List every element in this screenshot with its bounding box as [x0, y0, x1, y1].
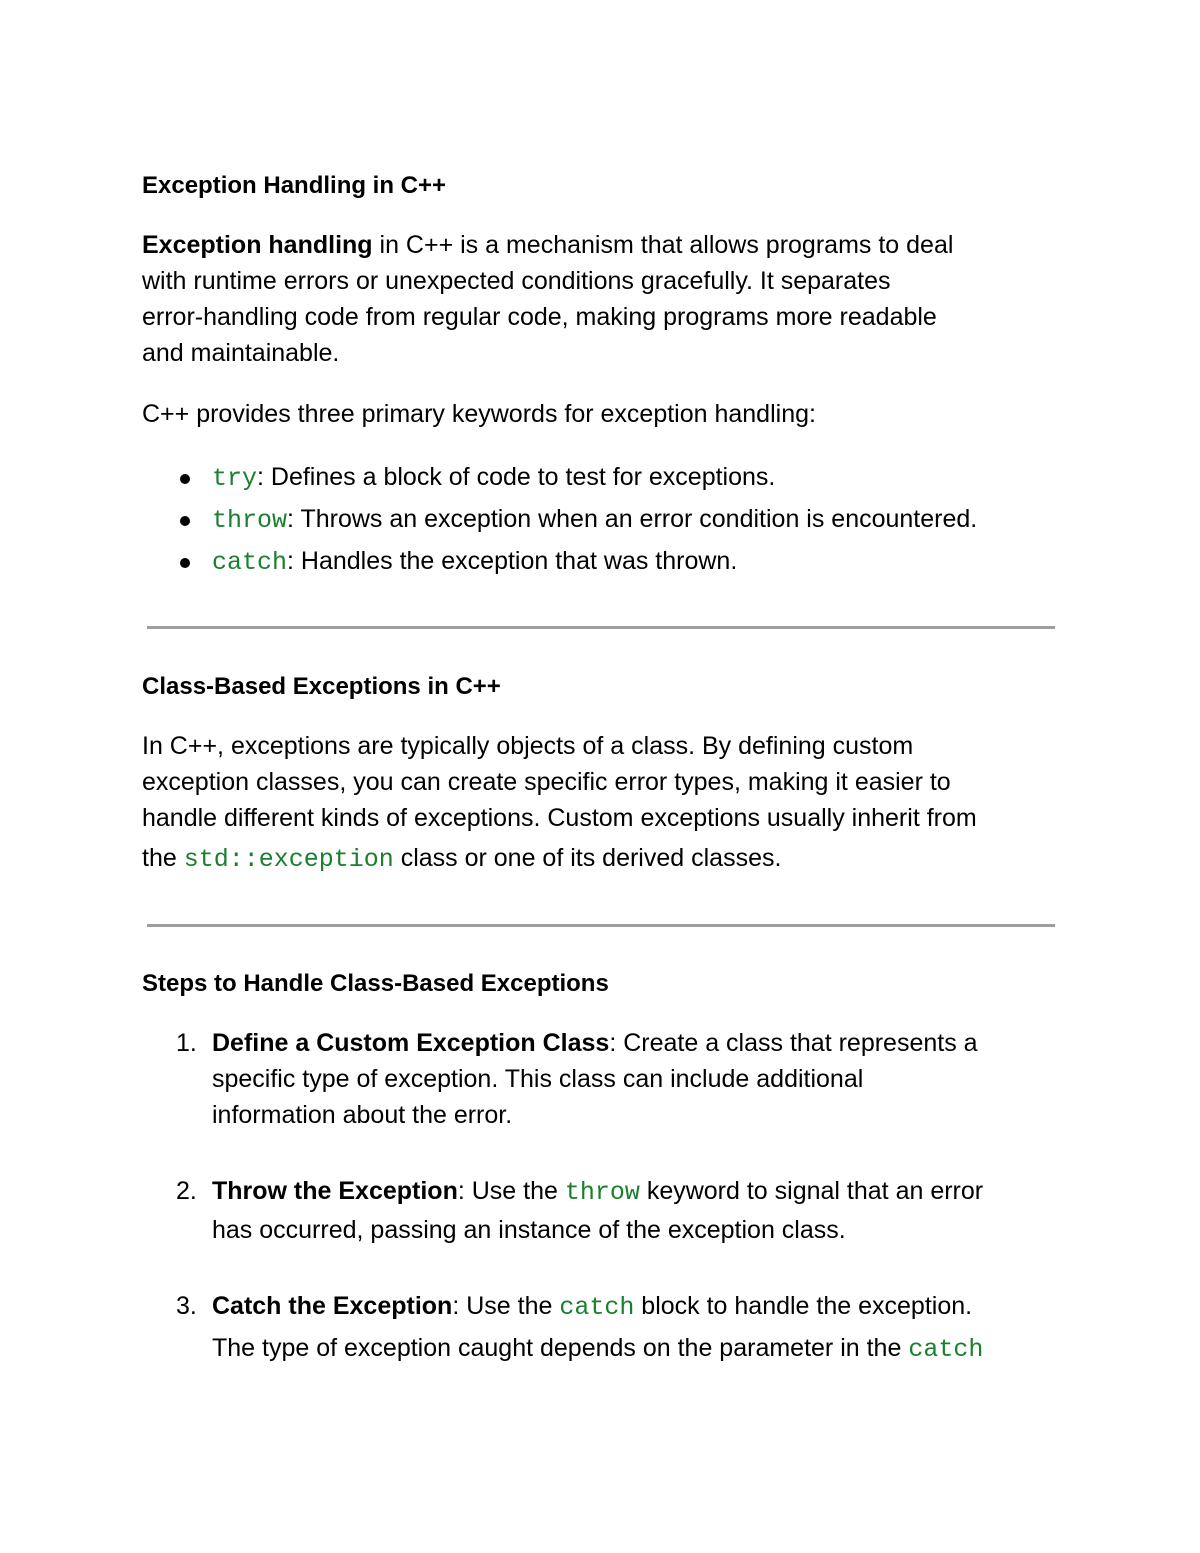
bullet-icon	[180, 516, 190, 526]
section-heading-steps: Steps to Handle Class-Based Exceptions	[142, 970, 609, 997]
step-2-line-2: has occurred, passing an instance of the exception class.	[212, 1216, 846, 1244]
step-1-line-3: information about the error.	[212, 1101, 513, 1129]
bullet-icon	[180, 558, 190, 568]
class-based-line-1: In C++, exceptions are typically objects of a class. By defining custom	[142, 732, 914, 760]
intro-line-2: with runtime errors or unexpected conditions gracefully. It separates	[142, 267, 891, 295]
horizontal-divider	[147, 924, 1055, 927]
std-exception-code: std::exception	[183, 845, 394, 874]
section-heading-exception-handling: Exception Handling in C++	[142, 172, 447, 199]
step-number: 3.	[176, 1292, 197, 1320]
class-based-line-3: handle different kinds of exceptions. Custom exceptions usually inherit from	[142, 804, 977, 832]
class-based-line-4: the std::exception class or one of its derived classes.	[142, 844, 782, 874]
intro-line-4: and maintainable.	[142, 339, 340, 367]
step-3-line-2: The type of exception caught depends on the parameter in the catch	[212, 1334, 984, 1364]
step-3-line-1: Catch the Exception: Use the catch block to handle the exception.	[212, 1292, 973, 1322]
section-heading-class-based: Class-Based Exceptions in C++	[142, 673, 501, 700]
keyword-item-catch: catch: Handles the exception that was thrown.	[212, 547, 738, 577]
step-number: 2.	[176, 1177, 197, 1205]
intro-bold-term: Exception handling	[142, 231, 373, 259]
intro-line-3: error-handling code from regular code, making programs more readable	[142, 303, 937, 331]
step-2-line-1: Throw the Exception: Use the throw keyword to signal that an error	[212, 1177, 984, 1207]
step-1-line-2: specific type of exception. This class can include additional	[212, 1065, 864, 1093]
class-based-line-2: exception classes, you can create specific error types, making it easier to	[142, 768, 951, 796]
keyword-item-try: try: Defines a block of code to test for exceptions.	[212, 463, 776, 493]
intro-line-1: Exception handling in C++ is a mechanism that allows programs to deal	[142, 231, 954, 259]
bullet-icon	[180, 474, 190, 484]
keyword-item-throw: throw: Throws an exception when an error condition is encountered.	[212, 505, 978, 535]
horizontal-divider	[147, 626, 1055, 629]
step-1-line-1: Define a Custom Exception Class: Create a class that represents a	[212, 1029, 978, 1057]
keywords-intro: C++ provides three primary keywords for exception handling:	[142, 400, 816, 428]
step-number: 1.	[176, 1029, 197, 1057]
